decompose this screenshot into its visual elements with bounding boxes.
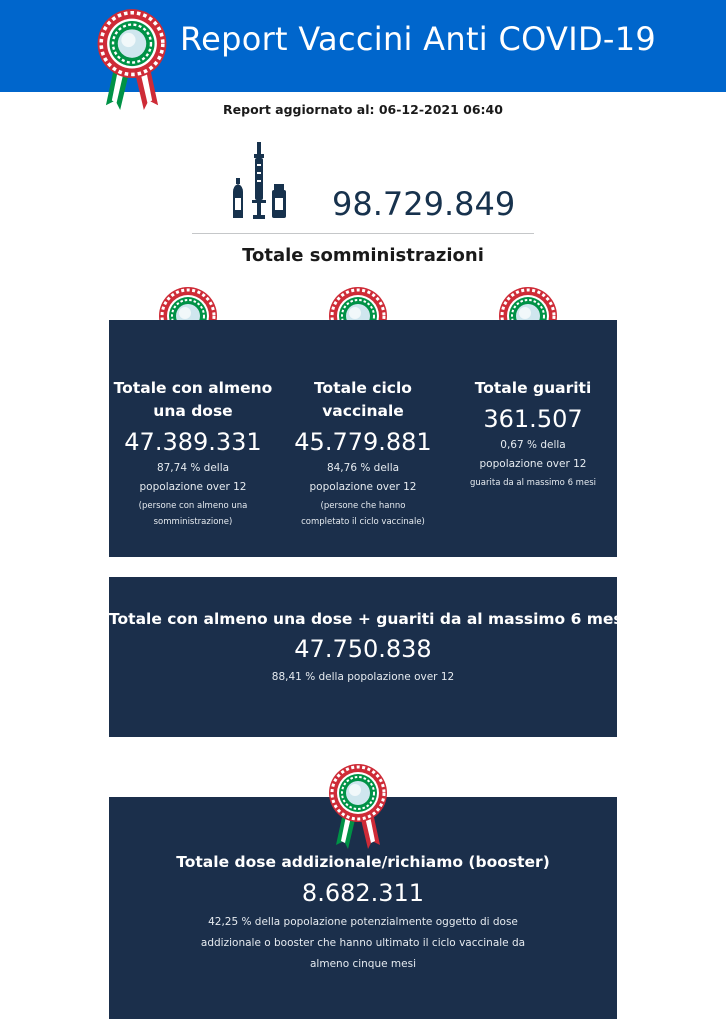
stat-recovered — [453, 377, 613, 491]
stat-note: (persone con almeno una somministrazione) — [138, 501, 248, 527]
combined-title: Totale con almeno una dose + guariti da al massimo 6 mesi — [109, 610, 628, 628]
combined-value: 47.750.838 — [294, 635, 432, 663]
stat-title: Totale ciclo vaccinale — [314, 379, 412, 420]
syringe-vials-icon — [228, 142, 290, 220]
total-administrations-value: 98.729.849 — [332, 185, 516, 223]
booster-description: 42,25 % della popolazione potenzialmente oggetto di dose addizionale o booster che hanno ultimato il ciclo vaccinale da almeno cinque mesi — [200, 916, 526, 970]
tricolore-rosette-icon — [328, 763, 388, 849]
page-title: Report Vaccini Anti COVID-19 — [180, 20, 657, 58]
header-bar — [0, 0, 726, 92]
stat-description: 0,67 % della popolazione over 12 — [479, 439, 587, 470]
booster-value: 8.682.311 — [301, 879, 425, 907]
stat-title: Totale con almeno una dose — [113, 379, 273, 420]
stat-description: 84,76 % della popolazione over 12 — [309, 462, 417, 493]
tricolore-rosette-icon — [96, 8, 168, 110]
stat-full-cycle — [283, 377, 443, 530]
booster-title: Totale dose addizionale/richiamo (booster) — [176, 853, 550, 871]
stats-panel — [109, 320, 617, 557]
stat-note: (persone che hanno completato il ciclo vaccinale) — [301, 501, 425, 527]
stat-note: guarita da al massimo 6 mesi — [470, 478, 596, 488]
combined-description: 88,41 % della popolazione over 12 — [271, 671, 455, 683]
stat-value: 47.389.331 — [124, 428, 262, 456]
stat-value: 361.507 — [483, 405, 583, 433]
stat-description: 87,74 % della popolazione over 12 — [139, 462, 247, 493]
stat-title: Totale guariti — [474, 379, 592, 397]
total-administrations-label: Totale somministrazioni — [242, 245, 484, 266]
report-updated-timestamp: Report aggiornato al: 06-12-2021 06:40 — [223, 102, 503, 117]
divider — [192, 233, 534, 234]
combined-panel — [109, 577, 628, 737]
stat-value: 45.779.881 — [294, 428, 432, 456]
stat-first-dose — [113, 377, 273, 530]
